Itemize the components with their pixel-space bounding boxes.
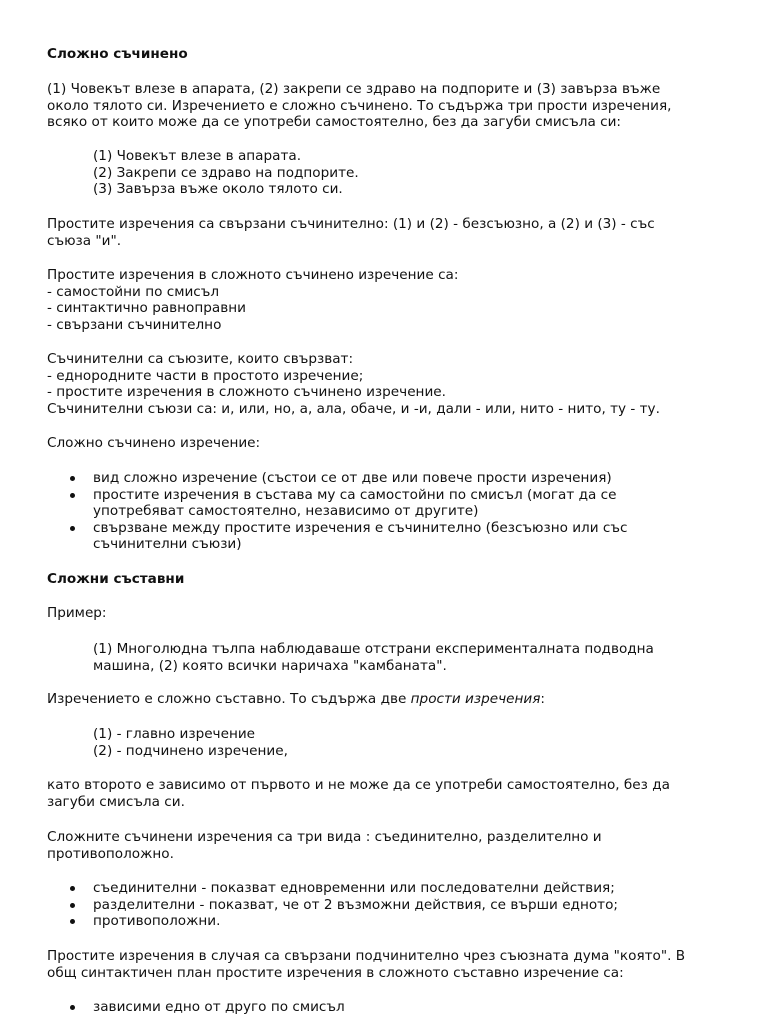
relation-list [47,999,345,1016]
relation-paragraph: Простите изречения в случая са свързани подчинително чрез съюзната дума "която". В общ синтактичен план простите изречения в сложното съставно изречение са: [47,948,686,981]
list-item: противоположни. [93,913,618,930]
intro-paragraph: (1) Човекът влезе в апарата, (2) закрепи се здраво на подпорите и (3) завърза въже около тялото си. Изречението е сложно съчинено. То съдържа три прости изречения, всяко от които може да се употреби самостоятелно, без да загуби смисъла си: [47,81,672,130]
heading-complex: Сложни съставни [47,571,185,587]
types-paragraph: Сложните съчинени изречения са три вида : съединително, разделително и противоположно. [47,829,602,862]
list-item: зависими едно от друго по смисъл [93,999,345,1015]
list-item: вид сложно изречение (състои се от две или повече прости изречения) [93,470,627,487]
conjunctions-paragraph: Съчинителни са съюзите, които свързват: - еднородните части в простото изречение; - простите изречения в сложното съчинено изречение. Съчинителни съюзи са: и, или, но, а, ала, обаче, и -и, дали - или, нито - нито, ту - ту. [47,351,660,417]
dependence-paragraph: като второто е зависимо от първото и не може да се употреби самостоятелно, без да загуби смисъла си. [47,777,670,810]
types-list [47,880,618,930]
heading-compound: Сложно съчинено [47,46,188,62]
list-item: разделителни - показват, че от 2 възможни действия, се върши едното; [93,896,618,913]
clause-parts: (1) - главно изречение (2) - подчинено изречение, [93,726,288,759]
connection-paragraph: Простите изречения са свързани съчинително: (1) и (2) - безсъюзно, а (2) и (3) - със съюза "и". [47,216,655,249]
complex-statement: Изречението е сложно съставно. То съдържа две прости изречения: [47,691,545,707]
complex-example: (1) Многолюдна тълпа наблюдаваше отстрани експерименталната подводна машина, (2) която всички наричаха "камбаната". [93,641,654,674]
properties-paragraph: Простите изречения в сложното съчинено изречение са: - самостойни по смисъл - синтактично равноправни - свързани съчинително [47,267,459,333]
list-item: съединителни - показват едновременни или последователни действия; [93,880,618,897]
example-label: Пример: [47,605,107,621]
list-item: простите изречения в състава му са самостойни по смисъл (могат да се употребяват самостоятелно, независимо от другите) [93,487,627,520]
list-item: свързване между простите изречения е съчинително (безсъюзно или със съчинителни съюзи) [93,519,628,552]
summary-label: Сложно съчинено изречение: [47,435,261,451]
summary-list [47,470,627,553]
example-sentences: (1) Човекът влезе в апарата. (2) Закрепи се здраво на подпорите. (3) Завърза въже около тялото си. [93,148,359,197]
